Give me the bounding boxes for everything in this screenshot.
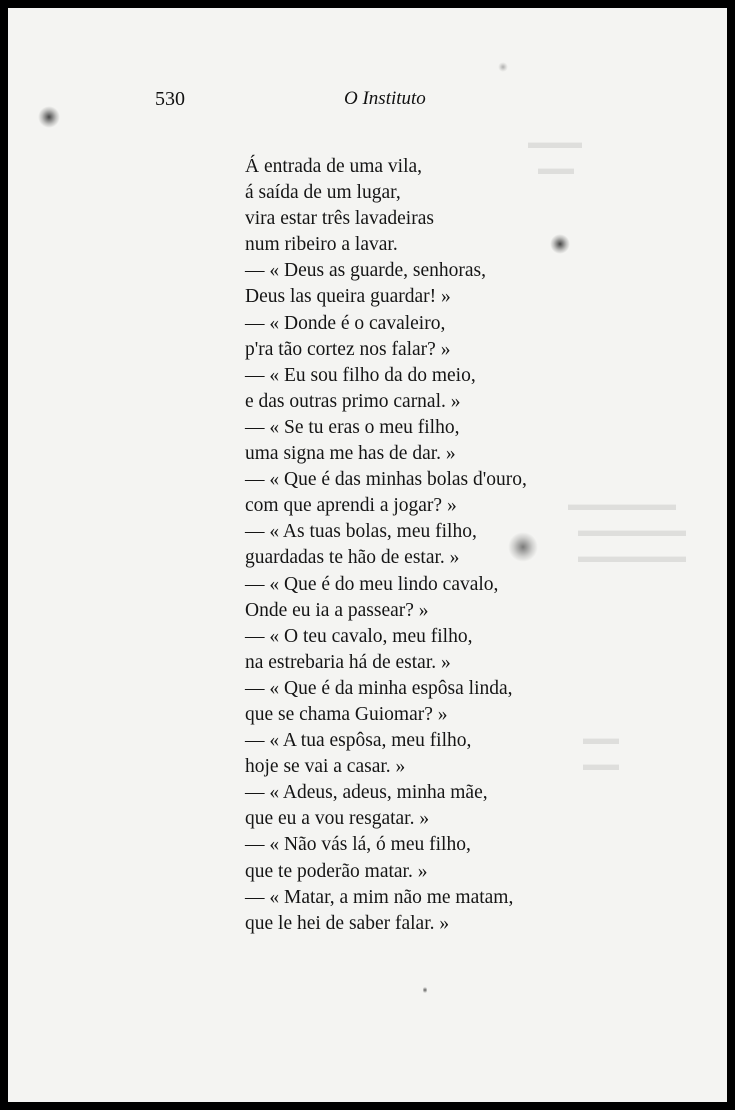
poem-line: uma signa me has de dar. » bbox=[245, 443, 456, 465]
poem-line: Á entrada de uma vila, bbox=[245, 156, 423, 177]
poem-line: na estrebaria há de estar. » bbox=[245, 651, 451, 673]
poem-line: — « A tua espôsa, meu filho, bbox=[245, 730, 472, 752]
ink-speck bbox=[423, 986, 427, 994]
poem-line: que te poderão matar. » bbox=[245, 860, 428, 882]
poem-line: que le hei de saber falar. » bbox=[245, 912, 450, 934]
poem-line: — « Se tu eras o meu filho, bbox=[245, 416, 460, 438]
poem-line: — « Que é do meu lindo cavalo, bbox=[245, 573, 499, 595]
poem-line: — « Eu sou filho da do meio, bbox=[245, 364, 476, 386]
document-page bbox=[8, 8, 727, 1102]
show-through-text: ▬▬ bbox=[583, 754, 619, 774]
poem-line: p'ra tão cortez nos falar? » bbox=[245, 338, 451, 360]
poem-line: — « Que é da minha espôsa linda, bbox=[245, 677, 513, 699]
poem-line: — « Adeus, adeus, minha mãe, bbox=[245, 782, 488, 804]
ink-speck bbox=[498, 62, 508, 72]
poem-line: com que aprendi a jogar? » bbox=[245, 495, 457, 517]
ink-speck bbox=[38, 106, 60, 128]
show-through-text: ▬▬▬▬▬▬ bbox=[578, 520, 686, 540]
show-through-text: ▬▬▬▬▬▬ bbox=[568, 494, 676, 514]
poem-line: vira estar três lavadeiras bbox=[245, 208, 434, 230]
poem-line: — « Deus as guarde, senhoras, bbox=[245, 260, 486, 282]
poem-line: e das outras primo carnal. » bbox=[245, 390, 461, 412]
poem-line: que eu a vou resgatar. » bbox=[245, 808, 430, 830]
poem-line: — « Que é das minhas bolas d'ouro, bbox=[245, 469, 527, 491]
poem-line: á saída de um lugar, bbox=[245, 182, 401, 204]
poem-line: hoje se vai a casar. » bbox=[245, 756, 406, 778]
poem-line: — « As tuas bolas, meu filho, bbox=[245, 521, 477, 543]
poem-line: num ribeiro a lavar. bbox=[245, 234, 398, 256]
poem-line: — « Não vás lá, ó meu filho, bbox=[245, 834, 471, 856]
show-through-text: ▬▬ bbox=[538, 158, 574, 178]
show-through-text: ▬▬▬▬▬▬ bbox=[578, 546, 686, 566]
poem-line: — « Donde é o cavaleiro, bbox=[245, 312, 446, 334]
poem-line: Onde eu ia a passear? » bbox=[245, 599, 429, 621]
running-title: O Instituto bbox=[344, 88, 426, 109]
ink-speck bbox=[550, 234, 570, 254]
poem-line: — « O teu cavalo, meu filho, bbox=[245, 625, 473, 647]
poem-line: que se chama Guiomar? » bbox=[245, 703, 448, 725]
poem-body bbox=[245, 154, 527, 937]
show-through-text: ▬▬▬ bbox=[528, 132, 582, 152]
page-number: 530 bbox=[155, 88, 185, 110]
poem-line: guardadas te hão de estar. » bbox=[245, 547, 460, 569]
show-through-text: ▬▬ bbox=[583, 728, 619, 748]
poem-line: — « Matar, a mim não me matam, bbox=[245, 886, 514, 908]
poem-line: Deus las queira guardar! » bbox=[245, 286, 451, 308]
